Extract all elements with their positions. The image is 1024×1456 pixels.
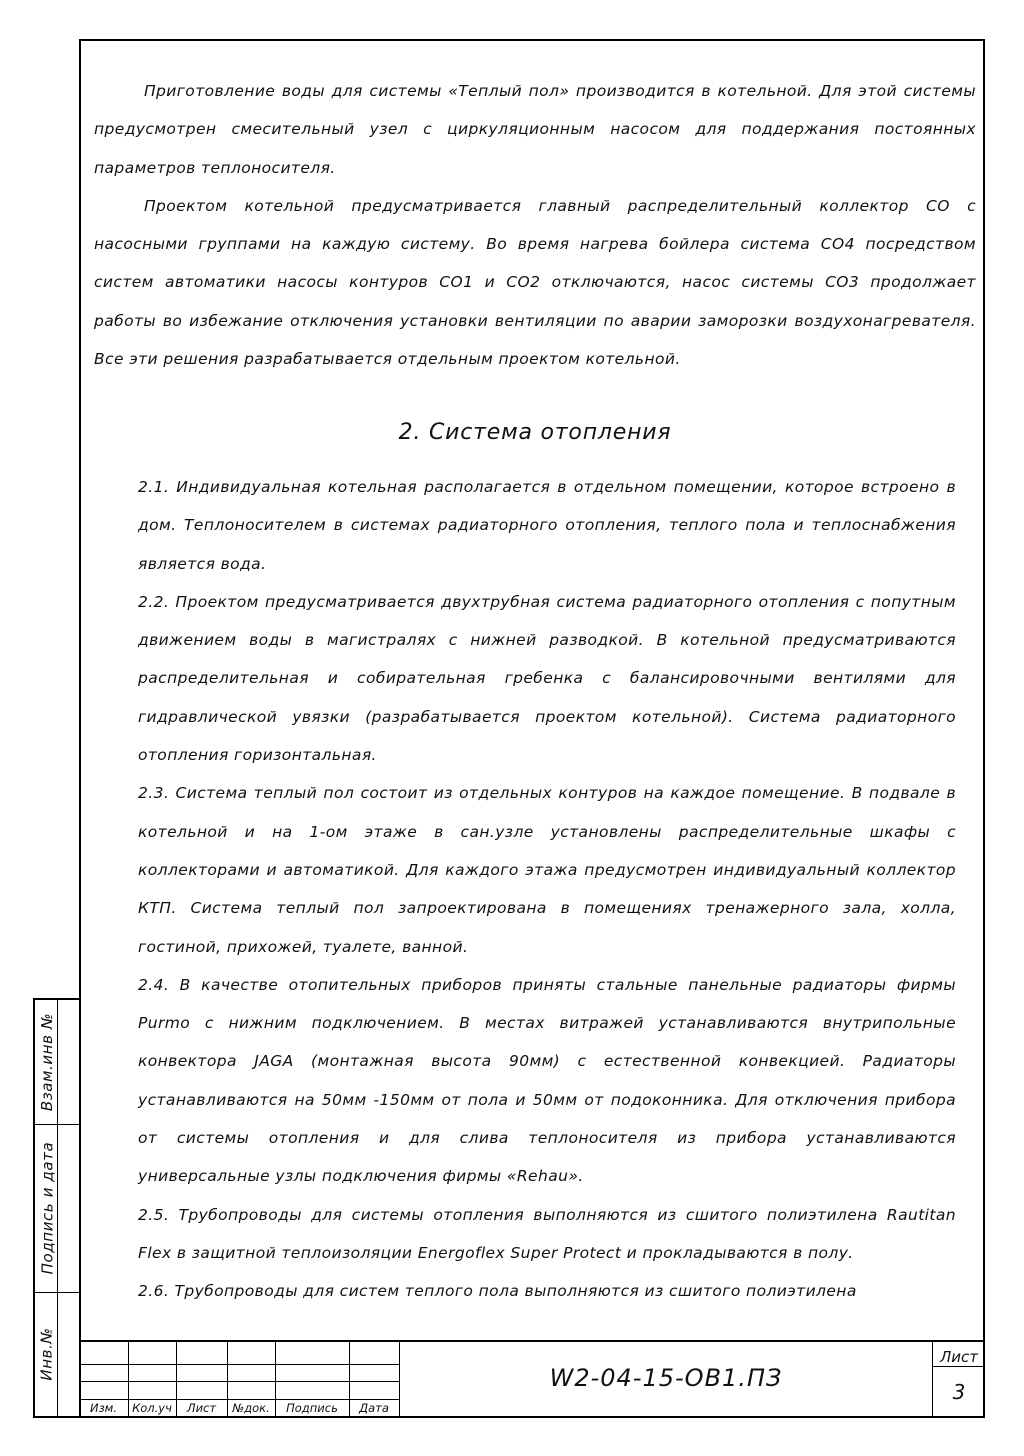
sheet-label: Лист (939, 1348, 978, 1366)
section-title: 2. Система отопления (398, 420, 672, 445)
item-2-2: 2.2. Проектом предусматривается двухтрубная система радиаторного отопления с попутным движением воды в магистралях с нижней разводкой. В котельной предусматриваются распределительная и собирательная гребенка с балансировочными вентилями для гидравлической увязки (разрабатывается проектом котельной). Система радиаторного отопления горизонтальная. (138, 592, 956, 765)
item-2-5: 2.5. Трубопроводы для системы отопления выполняются из сшитого полиэтилена Rautitan Flex в защитной теплоизоляции Energoflex Super Protect и прокладываются в полу. (138, 1205, 956, 1262)
section-body (138, 468, 956, 1311)
item-2-1: 2.1. Индивидуальная котельная располагается в отдельном помещении, которое встроено в дом. Теплоносителем в системах радиаторного отопления, теплого пола и теплоснабжения является вода. (138, 478, 956, 573)
col-count: Кол.уч (132, 1401, 172, 1415)
title-block-line (932, 1342, 933, 1418)
item-2-6: 2.6. Трубопроводы для систем теплого пола выполняются из сшитого полиэтилена (138, 1282, 857, 1301)
signature-date-label: Подпись и дата (38, 1141, 56, 1275)
col-signature: Подпись (286, 1401, 338, 1415)
intro-text (94, 72, 976, 378)
title-block-line (79, 1381, 399, 1382)
inventory-number-label: Инв.№ (38, 1327, 56, 1381)
title-block-line (932, 1366, 985, 1367)
replacement-inv-label: Взам.инв № (38, 1012, 56, 1112)
col-change: Изм. (89, 1401, 118, 1415)
item-2-4: 2.4. В качестве отопительных приборов приняты стальные панельные радиаторы фирмы Purmo с нижним подключением. В местах витражей устанавливаются внутрипольные конвектора JAGA (монтажная высота 90мм) с естественной конвекцией. Радиаторы устанавливаются на 50мм -150мм от пола и 50мм от подоконника. Для отключения прибора от системы отопления и для слива теплоносителя из прибора устанавливаются универсальные узлы подключения фирмы «Rehau». (138, 975, 956, 1186)
col-doc-number: №док. (232, 1401, 270, 1415)
col-date: Дата (359, 1401, 389, 1415)
intro-paragraph-1: Приготовление воды для системы «Теплый пол» производится в котельной. Для этой системы предусмотрен смесительный узел с циркуляционным насосом для поддержания постоянных параметров теплоносителя. (94, 82, 976, 177)
document-code: W2-04-15-ОВ1.ПЗ (549, 1364, 783, 1392)
title-block-line (79, 1399, 399, 1400)
col-sheet: Лист (186, 1401, 217, 1415)
item-2-3: 2.3. Система теплый пол состоит из отдельных контуров на каждое помещение. В подвале в котельной и на 1-ом этаже в сан.узле установлены распределительные шкафы с коллекторами и автоматикой. Для каждого этажа предусмотрен индивидуальный коллектор КТП. Система теплый пол запроектирована в помещениях тренажерного зала, холла, гостиной, прихожей, туалете, ванной. (138, 784, 956, 956)
title-block-line (79, 1364, 399, 1365)
sheet-number: 3 (952, 1380, 966, 1404)
side-stamp (33, 998, 81, 1418)
intro-paragraph-2: Проектом котельной предусматривается главный распределительный коллектор СО с насосными группами на каждую систему. Во время нагрева бойлера система СО4 посредством систем автоматики насосы контуров СО1 и СО2 отключаются, насос системы СО3 продолжает работы во избежание отключения установки вентиляции по аварии заморозки воздухонагревателя. Все эти решения разрабатывается отдельным проектом котельной. (94, 196, 976, 369)
